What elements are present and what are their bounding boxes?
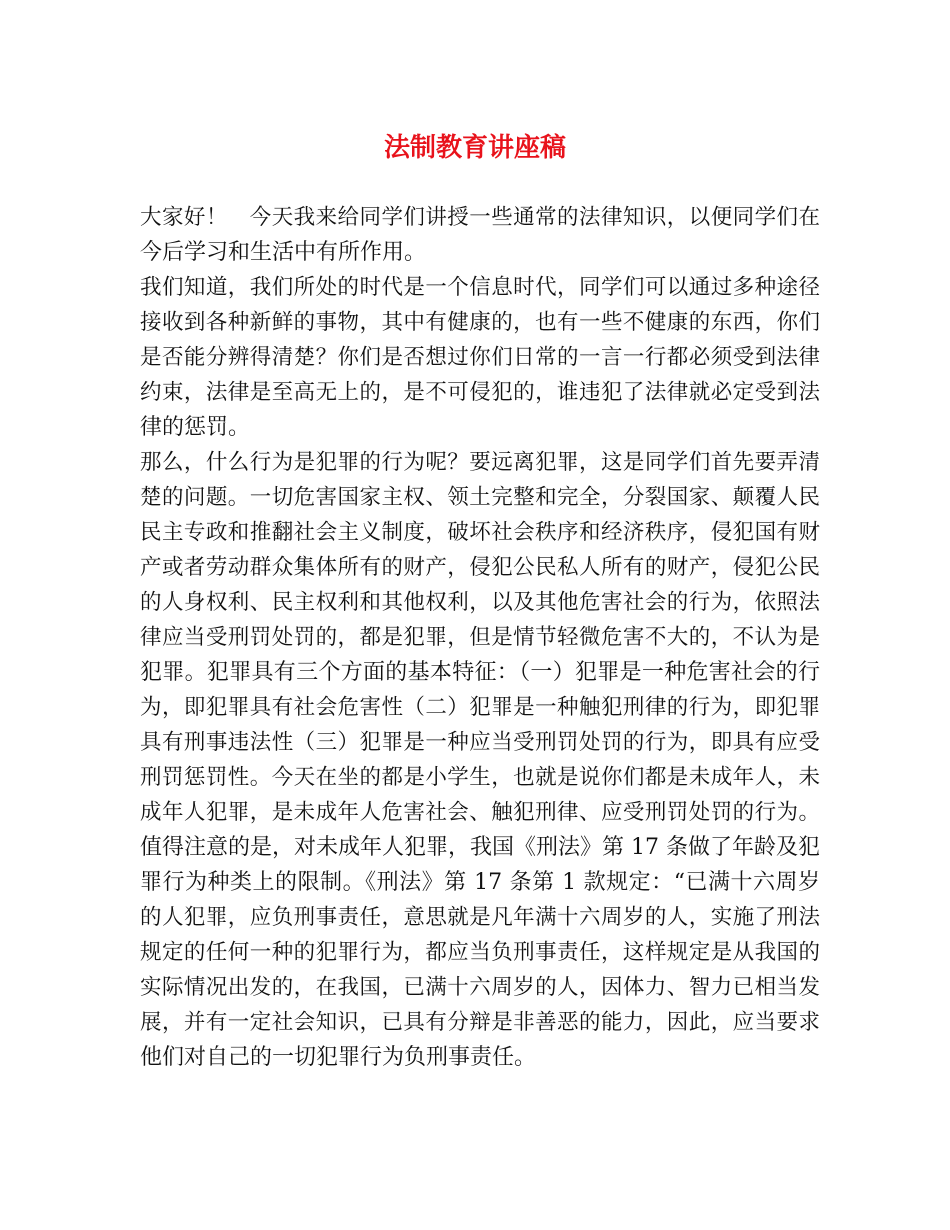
body-line: 展，并有一定社会知识，已具有分辩是非善恶的能力，因此，应当要求 [140, 1010, 820, 1035]
body-line: 规定的任何一种的犯罪行为，都应当负刑事责任，这样规定是从我国的 [140, 940, 820, 965]
body-line: 的人犯罪，应负刑事责任，意思就是凡年满十六周岁的人，实施了刑法 [140, 905, 820, 930]
body-line: 刑罚惩罚性。今天在坐的都是小学生，也就是说你们都是未成年人，未 [140, 765, 820, 790]
body-line: 犯罪。犯罪具有三个方面的基本特征：（一）犯罪是一种危害社会的行 [140, 660, 820, 685]
body-line: 为，即犯罪具有社会危害性（二）犯罪是一种触犯刑律的行为，即犯罪 [140, 695, 820, 720]
body-line: 今后学习和生活中有所作用。 [140, 240, 427, 265]
body-line: 律的惩罚。 [140, 415, 251, 440]
body-line: 成年人犯罪，是未成年人危害社会、触犯刑律、应受刑罚处罚的行为。 [140, 800, 820, 825]
body-line: 民主专政和推翻社会主义制度，破坏社会秩序和经济秩序，侵犯国有财 [140, 520, 820, 545]
body-line: 的人身权利、民主权利和其他权利，以及其他危害社会的行为，依照法 [140, 590, 820, 615]
document-body [140, 200, 820, 1075]
body-line: 实际情况出发的，在我国，已满十六周岁的人，因体力、智力已相当发 [140, 975, 820, 1000]
body-line: 值得注意的是，对未成年人犯罪，我国《刑法》第 17 条做了年龄及犯 [140, 835, 820, 860]
body-line: 接收到各种新鲜的事物，其中有健康的，也有一些不健康的东西，你们 [140, 310, 820, 335]
body-line: 他们对自己的一切犯罪行为负刑事责任。 [140, 1045, 537, 1070]
body-line: 律应当受刑罚处罚的，都是犯罪，但是情节轻微危害不大的，不认为是 [140, 625, 820, 650]
body-line: 那么，什么行为是犯罪的行为呢？要远离犯罪，这是同学们首先要弄清 [140, 450, 820, 475]
body-line: 约束，法律是至高无上的，是不可侵犯的，谁违犯了法律就必定受到法 [140, 380, 820, 405]
body-line: 具有刑事违法性（三）犯罪是一种应当受刑罚处罚的行为，即具有应受 [140, 730, 820, 755]
body-line: 大家好！ 今天我来给同学们讲授一些通常的法律知识，以便同学们在 [140, 205, 820, 230]
body-line: 我们知道，我们所处的时代是一个信息时代，同学们可以通过多种途径 [140, 275, 820, 300]
body-line: 罪行为种类上的限制。《刑法》第 17 条第 1 款规定：“已满十六周岁 [140, 870, 820, 895]
body-line: 楚的问题。一切危害国家主权、领土完整和完全，分裂国家、颠覆人民 [140, 485, 820, 510]
document-title: 法制教育讲座稿 [383, 133, 566, 163]
body-line: 是否能分辨得清楚？你们是否想过你们日常的一言一行都必须受到法律 [140, 345, 820, 370]
body-line: 产或者劳动群众集体所有的财产，侵犯公民私人所有的财产，侵犯公民 [140, 555, 820, 580]
